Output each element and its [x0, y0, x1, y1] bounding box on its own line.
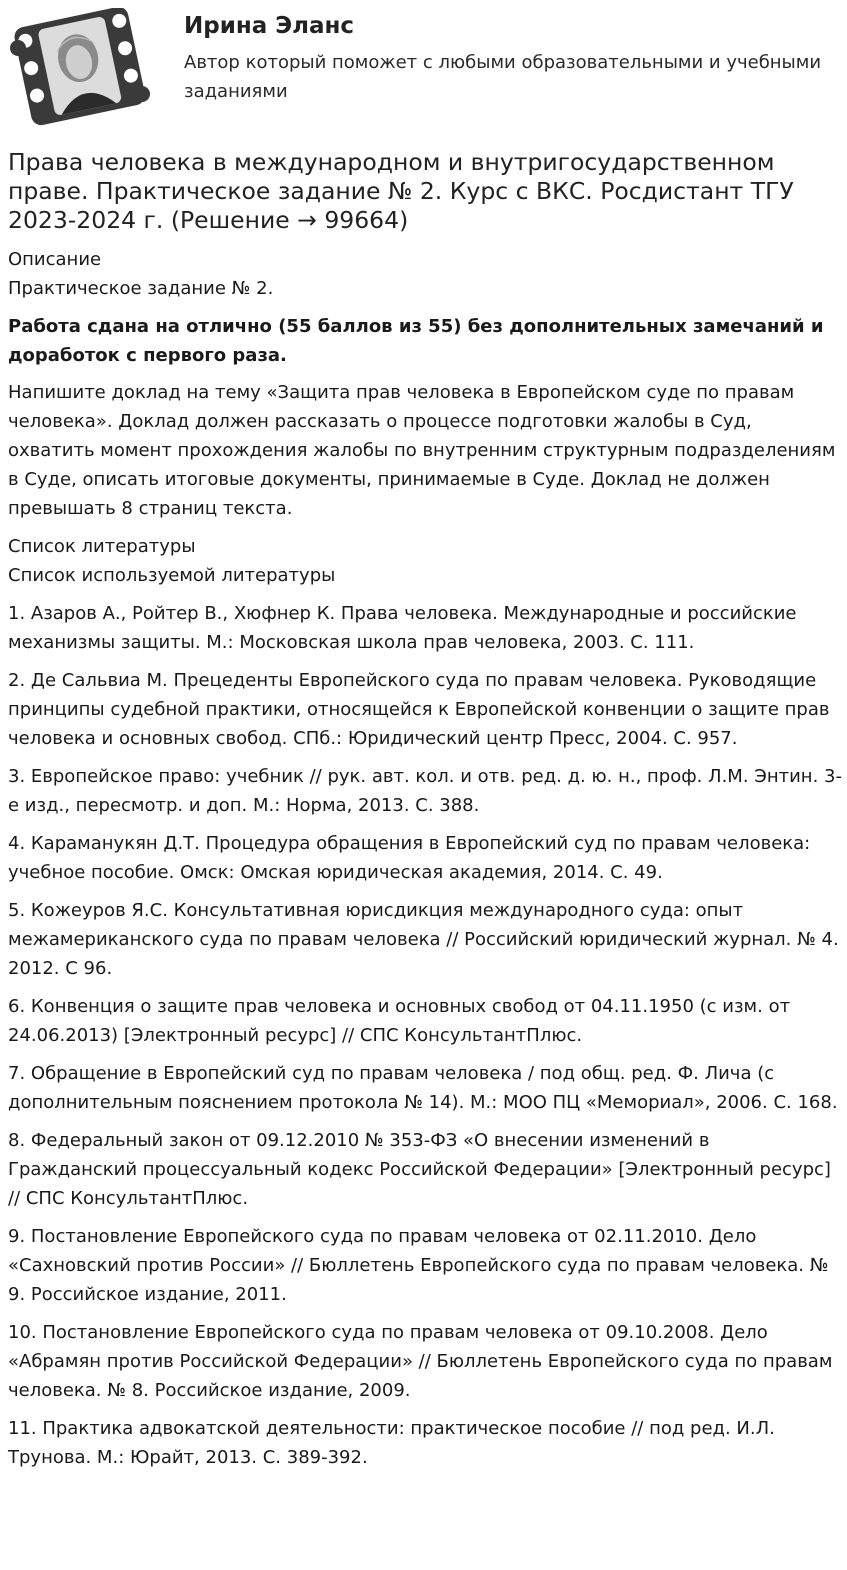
task-text: Напишите доклад на тему «Защита прав человека в Европейском суде по правам человека». Доклад должен рассказать о процессе подготовки жалобы в Суд, охватить момент прохождения жалобы по внутренним структурным подразделениям в Суде, описать итоговые документы, принимаемые в Суде. Доклад не должен превышать 8 страниц текста.: [8, 382, 836, 519]
reference-item: 5. Кожеуров Я.С. Консультативная юрисдикция международного суда: опыт межамериканского суда по правам человека // Российский юридический журнал. № 4. 2012. С 96.: [8, 900, 839, 979]
reference-item: 3. Европейское право: учебник // рук. авт. кол. и отв. ред. д. ю. н., проф. Л.М. Энтин. 3-е изд., пересмотр. и доп. М.: Норма, 2013. С. 388.: [8, 766, 842, 816]
author-avatar: [8, 8, 152, 126]
literature-subheading: Список используемой литературы: [8, 565, 336, 586]
reference-item: 9. Постановление Европейского суда по правам человека от 02.11.2010. Дело «Сахновский против России» // Бюллетень Европейского суда по правам человека. № 9. Российское издание, 2011.: [8, 1226, 829, 1305]
reference-item: 10. Постановление Европейского суда по правам человека от 09.10.2008. Дело «Абрамян против Российской Федерации» // Бюллетень Европейского суда по правам человека. № 8. Российское издание, 2009.: [8, 1322, 833, 1401]
reference-item: 4. Караманукян Д.Т. Процедура обращения в Европейский суд по правам человека: учебное пособие. Омск: Омская юридическая академия, 2014. С. 49.: [8, 833, 811, 883]
author-header: [0, 0, 847, 140]
grade-note: Работа сдана на отлично (55 баллов из 55) без дополнительных замечаний и доработок с первого раза.: [8, 316, 824, 366]
reference-list: [8, 599, 843, 1472]
description-label: Описание: [8, 249, 102, 270]
author-name[interactable]: Ирина Эланс: [184, 13, 355, 39]
literature-heading: Список литературы: [8, 536, 196, 557]
document-subtitle: Практическое задание № 2.: [8, 278, 274, 299]
author-description: Автор который поможет с любыми образовательными и учебными заданиями: [184, 52, 822, 102]
reference-item: 11. Практика адвокатской деятельности: практическое пособие // под ред. И.Л. Трунова. М.: Юрайт, 2013. С. 389-392.: [8, 1418, 775, 1468]
reference-item: 1. Азаров А., Ройтер В., Хюфнер К. Права человека. Международные и российские механизмы защиты. М.: Московская школа прав человека, 2003. С. 111.: [8, 603, 797, 653]
reference-item: 7. Обращение в Европейский суд по правам человека / под общ. ред. Ф. Лича (с дополнительным пояснением протокола № 14). М.: МОО ПЦ «Мемориал», 2006. С. 168.: [8, 1063, 838, 1113]
reference-item: 2. Де Сальвиа М. Прецеденты Европейского суда по правам человека. Руководящие принципы судебной практики, относящейся к Европейской конвенции о защите прав человека и основных свобод. СПб.: Юридический центр Пресс, 2004. С. 957.: [8, 670, 830, 749]
document-content: [8, 148, 843, 1481]
page-title: Права человека в международном и внутригосударственном праве. Практическое задание № 2. Курс с ВКС. Росдистант ТГУ 2023-2024 г. (Решение → 99664): [8, 148, 794, 234]
reference-item: 6. Конвенция о защите прав человека и основных свобод от 04.11.1950 (с изм. от 24.06.2013) [Электронный ресурс] // СПС КонсультантПлюс.: [8, 996, 791, 1046]
reference-item: 8. Федеральный закон от 09.12.2010 № 353-ФЗ «О внесении изменений в Гражданский процессуальный кодекс Российской Федерации» [Электронный ресурс] // СПС КонсультантПлюс.: [8, 1130, 831, 1209]
